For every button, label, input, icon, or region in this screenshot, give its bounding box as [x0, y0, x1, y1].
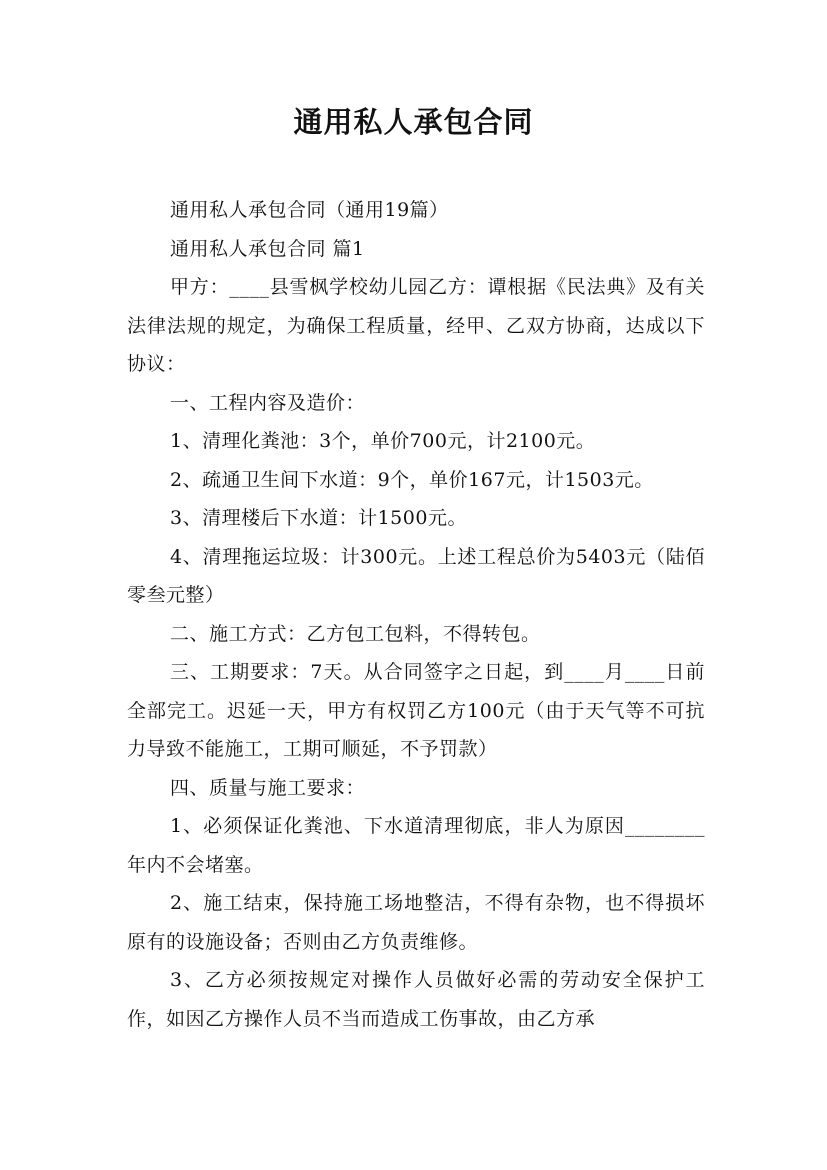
paragraph-item-4-3: 3、乙方必须按规定对操作人员做好必需的劳动安全保护工作，如因乙方操作人员不当而造成工伤事故，由乙方承: [127, 969, 705, 1030]
paragraph-item-1-1: 1、清理化粪池：3个，单价700元，计2100元。: [170, 430, 596, 452]
paragraph-item-1-4: 4、清理拖运垃圾：计300元。上述工程总价为5403元（陆佰零叁元整）: [127, 545, 705, 606]
document-title: 通用私人承包合同: [293, 105, 534, 139]
paragraph-item-1-3: 3、清理楼后下水道：计1500元。: [170, 507, 467, 529]
paragraph-section-heading: 通用私人承包合同 篇1: [170, 237, 365, 260]
paragraph-item-4-2: 2、施工结束，保持施工场地整洁，不得有杂物，也不得损坏原有的设施设备；否则由乙方负责维修。: [127, 892, 705, 953]
paragraph-item-1-2: 2、疏通卫生间下水道：9个，单价167元，计1503元。: [170, 468, 654, 491]
document-body: [127, 191, 705, 1038]
paragraph-clause-2: 二、施工方式：乙方包工包料，不得转包。: [170, 622, 541, 645]
paragraph-clause-1: 一、工程内容及造价：: [170, 391, 366, 414]
paragraph-subtitle: 通用私人承包合同（通用19篇）: [170, 199, 449, 221]
paragraph-clause-3: 三、工期要求：7天。从合同签字之日起，到____月____日前全部完工。迟延一天，甲方有权罚乙方100元（由于天气等不可抗力导致不能施工，工期可顺延，不予罚款）: [127, 661, 705, 760]
paragraph-item-4-1: 1、必须保证化粪池、下水道清理彻底，非人为原因________年内不会堵塞。: [127, 815, 705, 876]
paragraph-clause-4: 四、质量与施工要求：: [170, 776, 366, 799]
paragraph-parties: 甲方：____县雪枫学校幼儿园乙方：谭根据《民法典》及有关法律法规的规定，为确保工程质量，经甲、乙双方协商，达成以下协议：: [127, 276, 705, 375]
